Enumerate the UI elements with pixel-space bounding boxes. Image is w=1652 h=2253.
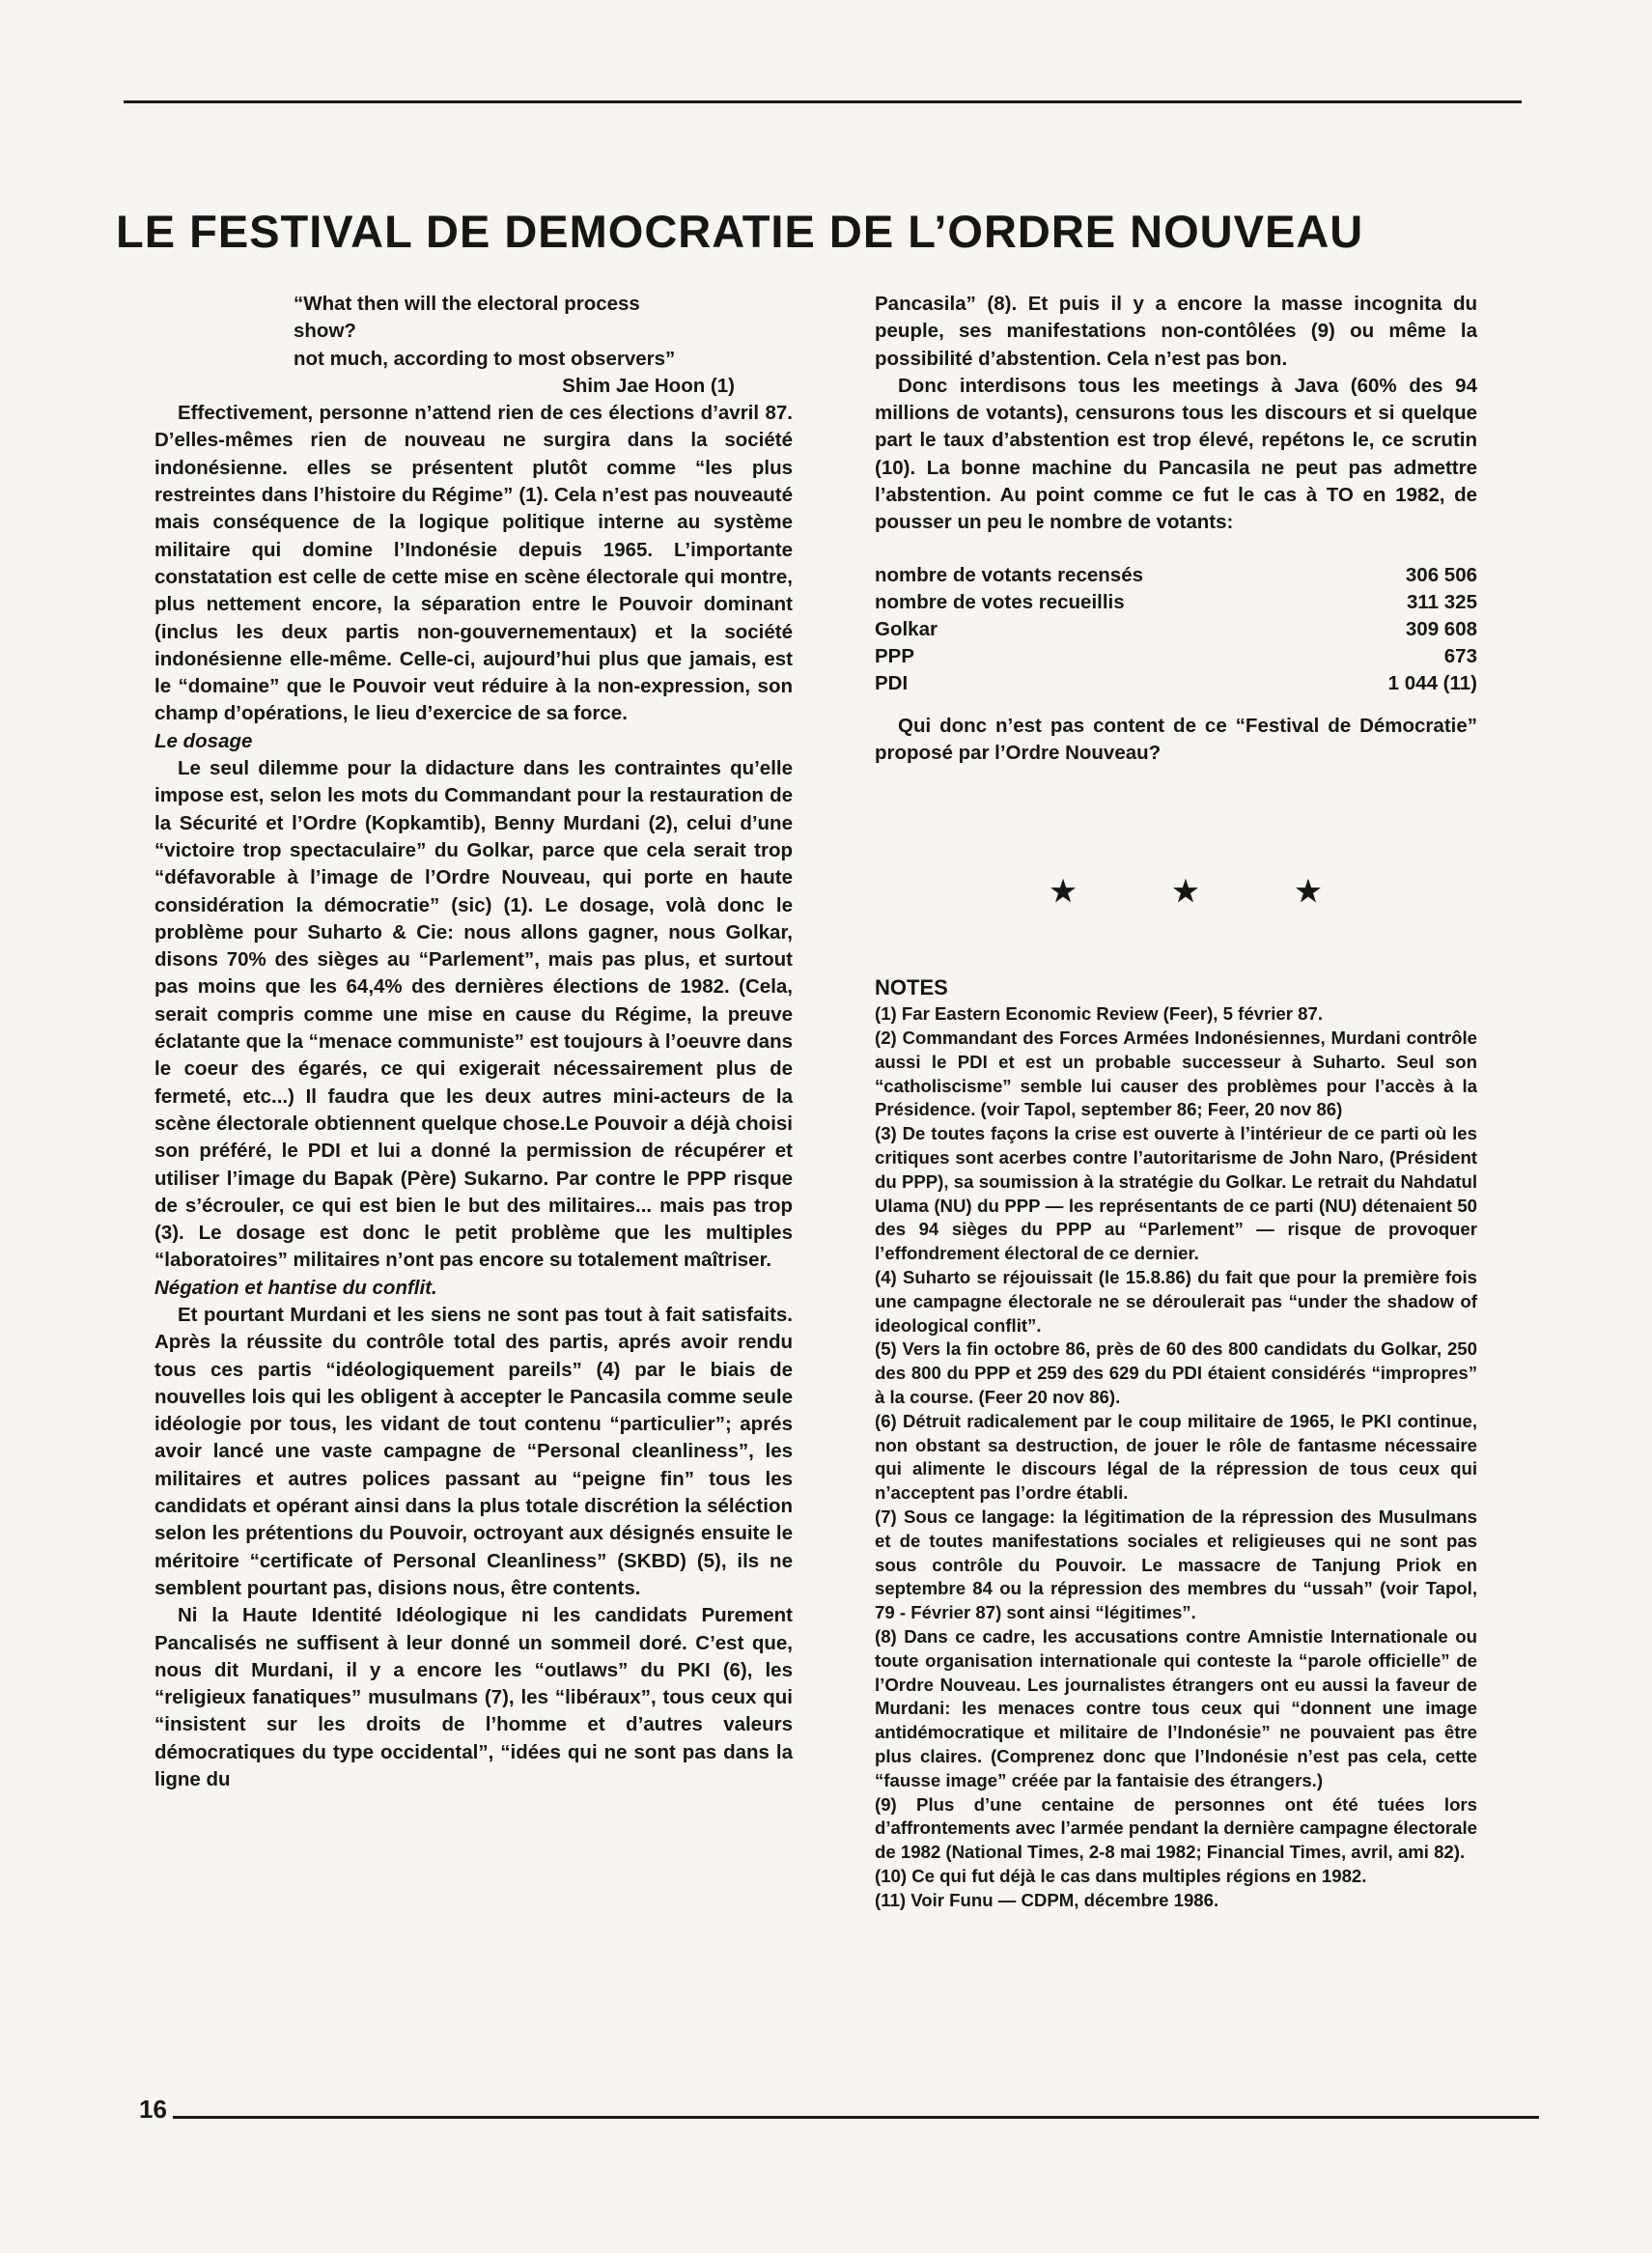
- note-item: (6) Détruit radicalement par le coup militaire de 1965, le PKI continue, non obstant sa destruction, de jouer le rôle de fantasme nécessaire qui alimente le discours légal de la répression de tous ceux qui n’acceptent pas l’ordre établi.: [875, 1410, 1477, 1504]
- notes-list: [875, 1002, 1477, 1912]
- paragraph: Pancasila” (8). Et puis il y a encore la masse incognita du peuple, ses manifestations non-contôlées (9) ou même la possibilité d’abstention. Cela n’est pas bon.: [875, 293, 1477, 370]
- stat-label: nombre de votants recensés: [875, 563, 1143, 586]
- notes-heading: NOTES: [875, 975, 948, 1000]
- stat-value: 309 608: [1405, 617, 1477, 640]
- stat-row: [875, 562, 1477, 589]
- note-item: (8) Dans ce cadre, les accusations contre Amnistie Internationale ou toute organisation internationale qui conteste la “parole officielle” de l’Ordre Nouveau. Les journalistes étrangers ont eu aussi la faveur de Murdani: les menaces contre tous ceux qui “donnent une image antidémocratique et militaire de l’Indonésie” ne pouvaient pas être plus claires. (Comprenez donc que l’Indonésie n’est pas cela, cette “fausse image” créée par la fantaisie des étrangers.): [875, 1625, 1477, 1790]
- stat-row: [875, 616, 1477, 643]
- stat-row: [875, 589, 1477, 616]
- page-footer: [139, 2096, 1539, 2123]
- epigraph-line-2: show?: [294, 320, 356, 343]
- note-item: (2) Commandant des Forces Armées Indonésiennes, Murdani contrôle aussi le PDI et est un probable successeur à Suharto. Seul son “catholiscisme” semble lui causer des problèmes pour l’accès à la Présidence. (voir Tapol, september 86; Feer, 20 nov 86): [875, 1028, 1477, 1120]
- note-item: (9) Plus d’une centaine de personnes ont été tuées lors d’affrontements avec l’armée pendant la dernière campagne électorale de 1982 (National Times, 2-8 mai 1982; Financial Times, avril, ami 82).: [875, 1793, 1477, 1863]
- stat-label: PDI: [875, 671, 909, 694]
- bottom-rule: [173, 2116, 1539, 2119]
- paragraph: Ni la Haute Identité Idéologique ni les candidats Purement Pancalisés ne suffisent à leur donné un sommeil doré. C’est que, nous dit Murdani, il y a encore les “outlaws” du PKI (6), les “religieux fanatiques” musulmans (7), les “libéraux”, tous ceux qui “insistent sur les droits de l’homme et d’autres valeurs démocratiques du type occidental”, “idées qui ne sont pas dans la ligne du: [154, 1604, 793, 1791]
- star-icon: ★: [1050, 876, 1077, 909]
- stat-value: 306 506: [1405, 563, 1477, 586]
- stat-value: 311 325: [1407, 590, 1477, 613]
- stat-label: nombre de votes recueillis: [875, 590, 1125, 613]
- note-item: (11) Voir Funu — CDPM, décembre 1986.: [875, 1889, 1219, 1910]
- stat-value: 1 044 (11): [1387, 671, 1477, 694]
- page-number: 16: [139, 2095, 167, 2124]
- epigraph-line-3: not much, according to most observers”: [294, 347, 676, 370]
- paragraph: Qui donc n’est pas content de ce “Festival de Démocratie” proposé par l’Ordre Nouveau?: [875, 714, 1477, 764]
- top-rule: [124, 100, 1522, 103]
- stat-value: 673: [1443, 644, 1477, 667]
- star-divider: [875, 875, 1477, 910]
- vote-statistics-table: [875, 562, 1477, 697]
- note-item: (7) Sous ce langage: la légitimation de la répression des Musulmans et de toutes manifestations sociales et religieuses qui ne sont pas sous contrôle du Pouvoir. Le massacre de Tanjung Priok en septembre 84 ou la répression des membres du “ussah” (voir Tapol, 79 - Février 87) sont ainsi “légitimes”.: [875, 1507, 1477, 1623]
- subheading-negation: Négation et hantise du conflit.: [154, 1276, 437, 1299]
- paragraph: Effectivement, personne n’attend rien de ces élections d’avril 87. D’elles-mêmes rien de nouveau ne surgira dans la société indonésienne. elles se présentent plutôt comme “les plus restreintes dans l’histoire du Régime” (1). Cela n’est pas nouveauté mais conséquence de la logique politique interne au système militaire qui domine l’Indonésie depuis 1965. L’importante constatation est celle de cette mise en scène électorale qui montre, plus nettement encore, la séparation entre le Pouvoir dominant (inclus les deux partis non-gouvernementaux) et la société indonésienne elle-même. Celle-ci, aujourd’hui plus que jamais, est le “domaine” que le Pouvoir veut réduire à la non-expression, son champ d’opérations, le lieu d’exercice de sa force.: [154, 402, 793, 725]
- note-item: (5) Vers la fin octobre 86, près de 60 des 800 candidats du Golkar, 250 des 800 du PPP et 259 des 629 du PDI étaient considérés “impropres” à la course. (Feer 20 nov 86).: [875, 1338, 1477, 1408]
- stat-row: [875, 670, 1477, 697]
- paragraph: Le seul dilemme pour la didacture dans les contraintes qu’elle impose est, selon les mots du Commandant pour la restauration de la Sécurité et l’Ordre (Kopkamtib), Benny Murdani (2), celui d’une “victoire trop spectaculaire” du Golkar, parce que cela serait trop “défavorable à l’image de l’Ordre Nouveau, qui porte en haute considération la démocratie” (sic) (1). Le dosage, volà donc le problème pour Suharto & Cie: nous allons gagner, nous Golkar, disons 70% des sièges au “Parlement”, mais pas plus, et surtout pas moins que les 64,4% des dernières élections de 1982. (Cela, serait compris comme une mise en cause du Régime, la preuve éclatante que la “menace communiste” est toujours à l’oeuvre dans le coeur des égarés, ce qui exigerait nécessairement plus de fermeté, etc...) Il faudra que les deux autres mini-acteurs de la scène électorale obtiennent quelque chose.Le Pouvoir a déjà choisi son préféré, le PDI et lui a donné la permission de récupérer et utiliser l’image du Bapak (Père) Sukarno. Par contre le PPP risque de s’écrouler, ce qui est bien le but des militaires... mais pas trop (3). Le dosage est donc le petit problème que les multiples “laboratoires” militaires n’ont pas encore su totalement maîtriser.: [154, 757, 793, 1272]
- stat-label: PPP: [875, 644, 915, 667]
- star-icon: ★: [1172, 876, 1199, 909]
- note-item: (3) De toutes façons la crise est ouverte à l’intérieur de ce parti où les critiques sont acerbes contre l’autoritarisme de John Naro, (Président du PPP), sa soumission à la stratégie du Golkar. Le retrait du Nahdatul Ulama (NU) du PPP — les représentants de ce parti (NU) détenaient 50 des 94 sièges du PPP au “Parlement” — risque de provoquer l’effondrement électoral de ce dernier.: [875, 1123, 1477, 1264]
- left-column: [154, 291, 793, 1793]
- stat-label: Golkar: [875, 617, 938, 640]
- note-item: (1) Far Eastern Economic Review (Feer), 5 février 87.: [875, 1003, 1323, 1025]
- epigraph-line-1: “What then will the electoral process: [294, 293, 640, 315]
- paragraph: Et pourtant Murdani et les siens ne sont pas tout à fait satisfaits. Après la réussite du contrôle total des partis, aprés avoir rendu tous ces partis “idéologiquement pareils” (4) par le biais de nouvelles lois qui les obligent à accepter le Pancasila comme seule idéologie por tous, les vidant de tout contenu “particulier”; aprés avoir lancé une vaste campagne de “Personal cleanliness”, les militaires et autres polices passant au “peigne fin” tous les candidats et opérant ainsi dans la plus totale discrétion la séléction selon les prétentions du Pouvoir, octroyant aux désignés ensuite le méritoire “certificate of Personal Cleanliness” (SKBD) (5), ils ne semblent pourtant pas, disions nous, être contents.: [154, 1303, 793, 1599]
- epigraph-attribution: Shim Jae Hoon (1): [562, 374, 735, 397]
- note-item: (10) Ce qui fut déjà le cas dans multiples régions en 1982.: [875, 1865, 1367, 1886]
- subheading-dosage: Le dosage: [154, 729, 253, 752]
- note-item: (4) Suharto se réjouissait (le 15.8.86) du fait que pour la première fois une campagne électorale ne se déroulerait pas “under the shadow of ideological conflit”.: [875, 1267, 1477, 1336]
- article-title: LE FESTIVAL DE DEMOCRATIE DE L’ORDRE NOUVEAU: [116, 206, 1364, 257]
- star-icon: ★: [1295, 876, 1322, 909]
- paragraph: Donc interdisons tous les meetings à Java (60% des 94 millions de votants), censurons tous les discours et si quelque part le taux d’abstention est trop élevé, repétons le, ce scrutin (10). La bonne machine du Pancasila ne peut pas admettre l’abstention. Au point comme ce fut le cas à TO en 1982, de pousser un peu le nombre de votants:: [875, 374, 1477, 534]
- stat-row: [875, 643, 1477, 670]
- right-column: [875, 291, 1477, 1913]
